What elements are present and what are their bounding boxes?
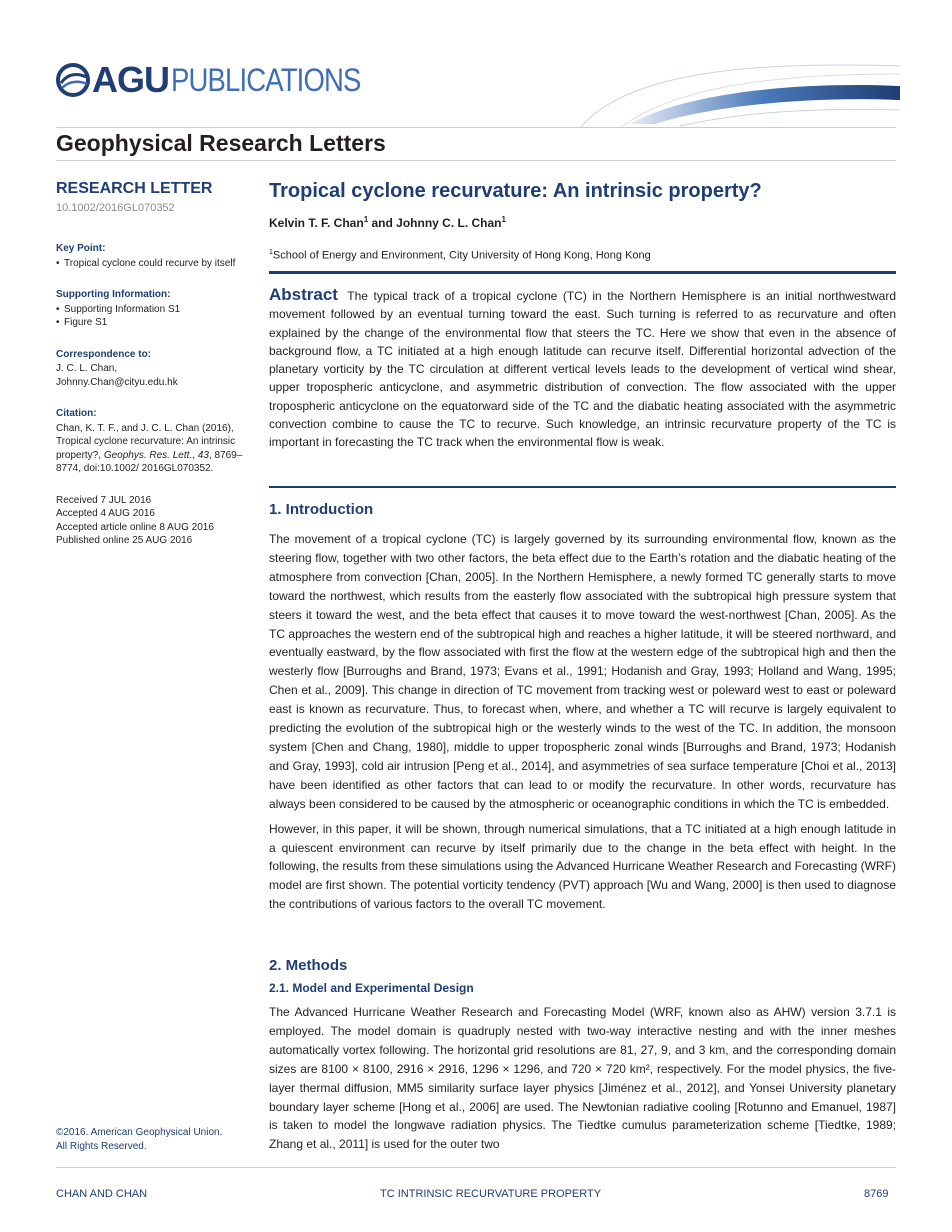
copyright: ©2016. American Geophysical Union. All Rights Reserved.	[56, 1127, 223, 1152]
sidebar	[56, 178, 246, 548]
supporting-item[interactable]: • Supporting Information S1	[56, 303, 246, 317]
affiliation: $^1$School of Energy and Environment, City University of Hong Kong, Hong Kong	[269, 249, 651, 262]
author-name[interactable]: Johnny C. L. Chan	[396, 216, 502, 230]
date-accepted-online: Accepted article online 8 AUG 2016	[56, 521, 214, 533]
subsection-heading: 2.1. Model and Experimental Design	[269, 981, 474, 995]
correspondence-email[interactable]: Johnny.Chan@cityu.edu.hk	[56, 376, 178, 388]
key-points	[56, 242, 246, 270]
citation-text: Chan, K. T. F., and J. C. L. Chan (2016), Tropical cyclone recurvature: An intrinsic property?, Geophys. Res. Lett., 43, 8769–8774, doi:10.1002/ 2016GL070352.	[56, 422, 243, 474]
doi[interactable]: 10.1002/2016GL070352	[56, 202, 175, 214]
article-title: Tropical cyclone recurvature: An intrinsic property?	[269, 180, 762, 202]
correspondence-heading: Correspondence to:	[56, 348, 152, 360]
date-received: Received 7 JUL 2016	[56, 494, 152, 506]
logo-agu-text: AGU	[92, 59, 169, 100]
key-point-item: • Tropical cyclone could recurve by itself	[56, 257, 246, 271]
agu-publications-logo	[56, 60, 391, 100]
abstract	[269, 286, 896, 452]
date-published: Published online 25 AUG 2016	[56, 535, 193, 546]
date-accepted: Accepted 4 AUG 2016	[56, 508, 155, 519]
section-heading: 2. Methods	[269, 957, 348, 974]
correspondence-name: J. C. L. Chan,	[56, 363, 118, 374]
abstract-label: Abstract	[269, 285, 338, 304]
footer-authors: CHAN AND CHAN	[56, 1188, 148, 1200]
citation-heading: Citation:	[56, 408, 97, 419]
author-name[interactable]: Kelvin T. F. Chan	[269, 216, 364, 230]
methods-section	[269, 956, 896, 1154]
logo-publications-text: PUBLICATIONS	[171, 62, 361, 98]
supporting-item[interactable]: • Figure S1	[56, 316, 246, 330]
section-heading: 1. Introduction	[269, 501, 374, 518]
agu-globe-icon	[56, 63, 90, 97]
key-point-heading: Key Point:	[56, 243, 106, 254]
header-globe-arc-graphic	[560, 60, 905, 130]
footer-rule	[56, 1167, 896, 1168]
authors: Kelvin T. F. Chan$^1$ and Johnny C. L. Chan$^1$	[269, 215, 506, 230]
journal-rule	[56, 160, 896, 161]
article-type: RESEARCH LETTER	[56, 180, 213, 197]
article-dates	[56, 494, 246, 548]
abstract-bottom-rule	[269, 486, 896, 488]
introduction-section	[269, 500, 896, 914]
paragraph: The Advanced Hurricane Weather Research and Forecasting Model (WRF, known also as AHW) version 3.7.1 is employed. The model domain is quadruply nested with two-way interactive nesting and with the inner meshes automatically vortex following. The horizontal grid resolutions are 81, 27, 9, and 3 km, and the corresponding domain sizes are 8100 × 8100, 2916 × 2916, 1296 × 1296, and 720 × 720 km², respectively. For the model physics, the five-layer thermal diffusion, MM5 similarity surface layer physics [Jiménez et al., 2012], and Yonsei University planetary boundary layer scheme [Hong et al., 2006] are used. The Newtonian radiative cooling [Rotunno and Emanuel, 1987] is taken to model the longwave radiation physics. The Tiedtke cumulus parameterization scheme [Tiedtke, 1989; Zhang et al., 2011] is used for the outer two	[269, 1005, 896, 1152]
paragraph: The movement of a tropical cyclone (TC) is largely governed by its surrounding environmental flow, known as the steering flow, together with two other factors, the beta effect due to the Earth’s rotation and the diabatic heating of the atmosphere from convection [Chan, 2005]. In the Northern Hemisphere, a newly formed TC generally starts to move toward the northwest, which results from the easterly flow associated with the subtropical high pressure system that steers it toward the west, and the beta effect that causes it to move toward the west-northwest [Chan, 2005]. As the TC approaches the western end of the subtropical high and reaches a higher latitude, it will be steered northward, and eventually eastward, by the flow associated with first the flow at the western edge of the subtropical high and then the westerly flow [Burroughs and Brand, 1973; Evans et al., 1991; Hodanish and Gray, 1993; Holland and Wang, 1995; Chen et al., 2009]. This change in direction of TC movement from tracking west or poleward west to east or poleward east is known as recurvature. Thus, to forecast when, where, and whether a TC will recurve is largely equivalent to predicting the evolution of the subtropical high or the westerly winds to the west of the TC. In addition, the monsoon system [Chen and Chang, 1980], middle to upper tropospheric zonal winds [Burroughs and Brand, 1973; Hodanish and Gray, 1993], cold air intrusion [Peng et al., 2014], and asymmetries of sea surface temperature [Choi et al., 2013] have been identified as other factors that can lead to or modify the recurvature. In other words, recurvature has always been considered to be caused by the atmospheric or oceanographic conditions in which the TC is embedded.	[269, 532, 896, 811]
abstract-top-rule	[269, 271, 896, 274]
journal-title: Geophysical Research Letters	[56, 130, 386, 156]
page-number: 8769	[864, 1188, 889, 1200]
supporting-heading: Supporting Information:	[56, 289, 171, 300]
citation	[56, 407, 246, 476]
article-header	[269, 178, 896, 263]
paragraph: However, in this paper, it will be shown, through numerical simulations, that a TC initiated at a high enough latitude in a quiescent environment can recurve by itself primarily due to the change in the beta effect with height. In the following, the results from these simulations using the Advanced Hurricane Weather Research and Forecasting (WRF) model are first shown. The potential vorticity tendency (PVT) approach [Wu and Wang, 2000] is then used to diagnose the contributions of various factors to the overall TC movement.	[269, 821, 896, 912]
abstract-text: The typical track of a tropical cyclone (TC) in the Northern Hemisphere is an initial northwestward movement followed by an eventual turning toward the east. Such turning is referred to as recurvature and often explained by the change of the environmental flow that steers the TC. Here we show that even in the absence of background flow, a TC initiated at a high enough latitude can recurve itself. Differential horizontal advection of the planetary vorticity by the TC circulation at different vertical levels leads to the development of vertical wind shear, upper tropospheric anticyclone, and asymmetric distribution of convection. The flow associated with the upper tropospheric anticyclone on the equatorward side of the TC and the diabatic heating associated with the asymmetric convection combine to cause the TC to recurve. Such knowledge, an intrinsic recurvature property of the TC is important in forecasting the TC track when the environmental flow is weak.	[269, 289, 896, 450]
footer-running-title: TC INTRINSIC RECURVATURE PROPERTY	[380, 1188, 602, 1200]
supporting-information	[56, 288, 246, 330]
correspondence	[56, 348, 246, 390]
